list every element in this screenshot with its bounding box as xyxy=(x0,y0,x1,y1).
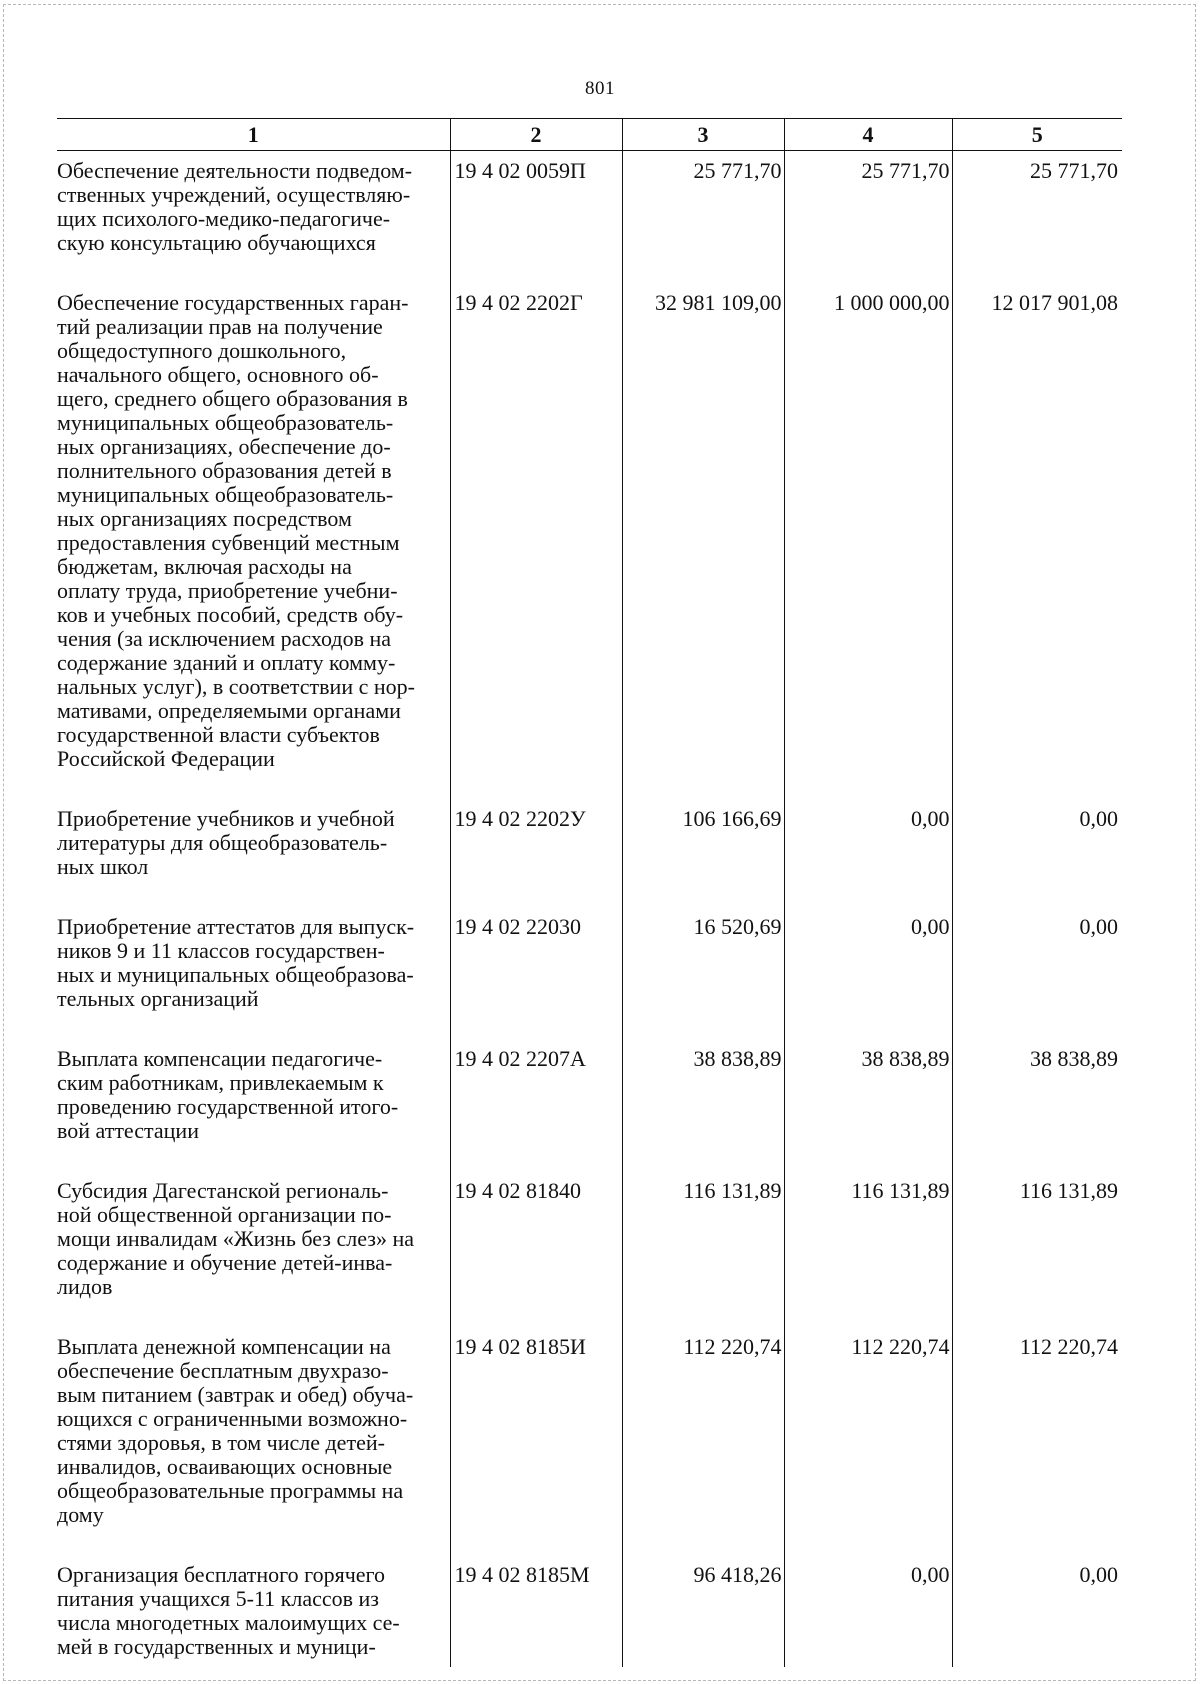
expense-description: Обеспечение деятельности подведом- ственных учреждений, осуществляю- щих психолого-медико-педагогиче- скую консультацию обучающихся xyxy=(57,158,413,255)
column-header: 5 xyxy=(952,119,1122,151)
amount-col5: 0,00 xyxy=(952,1549,1122,1667)
amount-col5: 116 131,89 xyxy=(952,1165,1122,1321)
table-row xyxy=(57,793,1122,901)
amount-col3: 38 838,89 xyxy=(622,1033,784,1165)
amount-col3: 112 220,74 xyxy=(622,1321,784,1549)
amount-col5: 12 017 901,08 xyxy=(952,277,1122,793)
page-number: 801 xyxy=(585,78,615,99)
expense-description: Обеспечение государственных гаран- тий реализации прав на получение общедоступного дошкольного, начального общего, основного об- щего, среднего общего образования в муниципальных общеобразователь- ных организациях, обеспечение до- полнительного образования детей в муниципальных общеобразователь- ных организациях посредством предоставления субвенций местным бюджетам, включая расходы на оплату труда, приобретение учебни- ков и учебных пособий, средств обу- чения (за исключением расходов на содержание зданий и оплату комму- нальных услуг), в соответствии с нор- мативами, определяемыми органами государственной власти субъектов Российской Федерации xyxy=(57,290,415,771)
amount-col4: 0,00 xyxy=(784,901,952,1033)
budget-code: 19 4 02 22030 xyxy=(450,901,622,1033)
expense-description: Выплата компенсации педагогиче- ским работникам, привлекаемым к проведению государственной итого- вой аттестации xyxy=(57,1046,399,1143)
amount-col3: 116 131,89 xyxy=(622,1165,784,1321)
budget-code: 19 4 02 2202Г xyxy=(450,277,622,793)
amount-col3: 106 166,69 xyxy=(622,793,784,901)
amount-col5: 0,00 xyxy=(952,901,1122,1033)
column-header: 4 xyxy=(784,119,952,151)
amount-col4: 38 838,89 xyxy=(784,1033,952,1165)
table-row xyxy=(57,1549,1122,1667)
amount-col4: 116 131,89 xyxy=(784,1165,952,1321)
expense-description: Организация бесплатного горячего питания учащихся 5-11 классов из числа многодетных малоимущих се- мей в государственных и муници- xyxy=(57,1562,400,1659)
column-header: 2 xyxy=(450,119,622,151)
budget-code: 19 4 02 8185И xyxy=(450,1321,622,1549)
amount-col5: 38 838,89 xyxy=(952,1033,1122,1165)
table-row xyxy=(57,1033,1122,1165)
amount-col3: 25 771,70 xyxy=(622,151,784,278)
table-row xyxy=(57,277,1122,793)
table-row xyxy=(57,901,1122,1033)
amount-col5: 0,00 xyxy=(952,793,1122,901)
expense-description: Приобретение аттестатов для выпуск- ников 9 и 11 классов государствен- ных и муниципальных общеобразова- тельных организаций xyxy=(57,914,415,1011)
table-row xyxy=(57,1321,1122,1549)
budget-code: 19 4 02 8185М xyxy=(450,1549,622,1667)
budget-code: 19 4 02 0059П xyxy=(450,151,622,278)
amount-col5: 112 220,74 xyxy=(952,1321,1122,1549)
amount-col4: 1 000 000,00 xyxy=(784,277,952,793)
expense-description: Субсидия Дагестанской региональ- ной общественной организации по- мощи инвалидам «Жизнь без слез» на содержание и обучение детей-инва- лидов xyxy=(57,1178,414,1299)
amount-col3: 96 418,26 xyxy=(622,1549,784,1667)
budget-table xyxy=(57,118,1122,1667)
amount-col4: 0,00 xyxy=(784,793,952,901)
expense-description: Выплата денежной компенсации на обеспечение бесплатным двухразо- вым питанием (завтрак и обед) обуча- ющихся с ограниченными возможно- стями здоровья, в том числе детей- инвалидов, осваивающих основные общеобразовательные программы на дому xyxy=(57,1334,414,1527)
table-row xyxy=(57,1165,1122,1321)
amount-col3: 32 981 109,00 xyxy=(622,277,784,793)
amount-col3: 16 520,69 xyxy=(622,901,784,1033)
budget-code: 19 4 02 81840 xyxy=(450,1165,622,1321)
budget-code: 19 4 02 2207А xyxy=(450,1033,622,1165)
expense-description: Приобретение учебников и учебной литературы для общеобразователь- ных школ xyxy=(57,806,395,879)
amount-col4: 0,00 xyxy=(784,1549,952,1667)
table-header-row xyxy=(57,119,1122,151)
amount-col4: 25 771,70 xyxy=(784,151,952,278)
budget-code: 19 4 02 2202У xyxy=(450,793,622,901)
column-header: 1 xyxy=(57,119,450,151)
column-header: 3 xyxy=(622,119,784,151)
amount-col5: 25 771,70 xyxy=(952,151,1122,278)
amount-col4: 112 220,74 xyxy=(784,1321,952,1549)
table-row xyxy=(57,151,1122,278)
